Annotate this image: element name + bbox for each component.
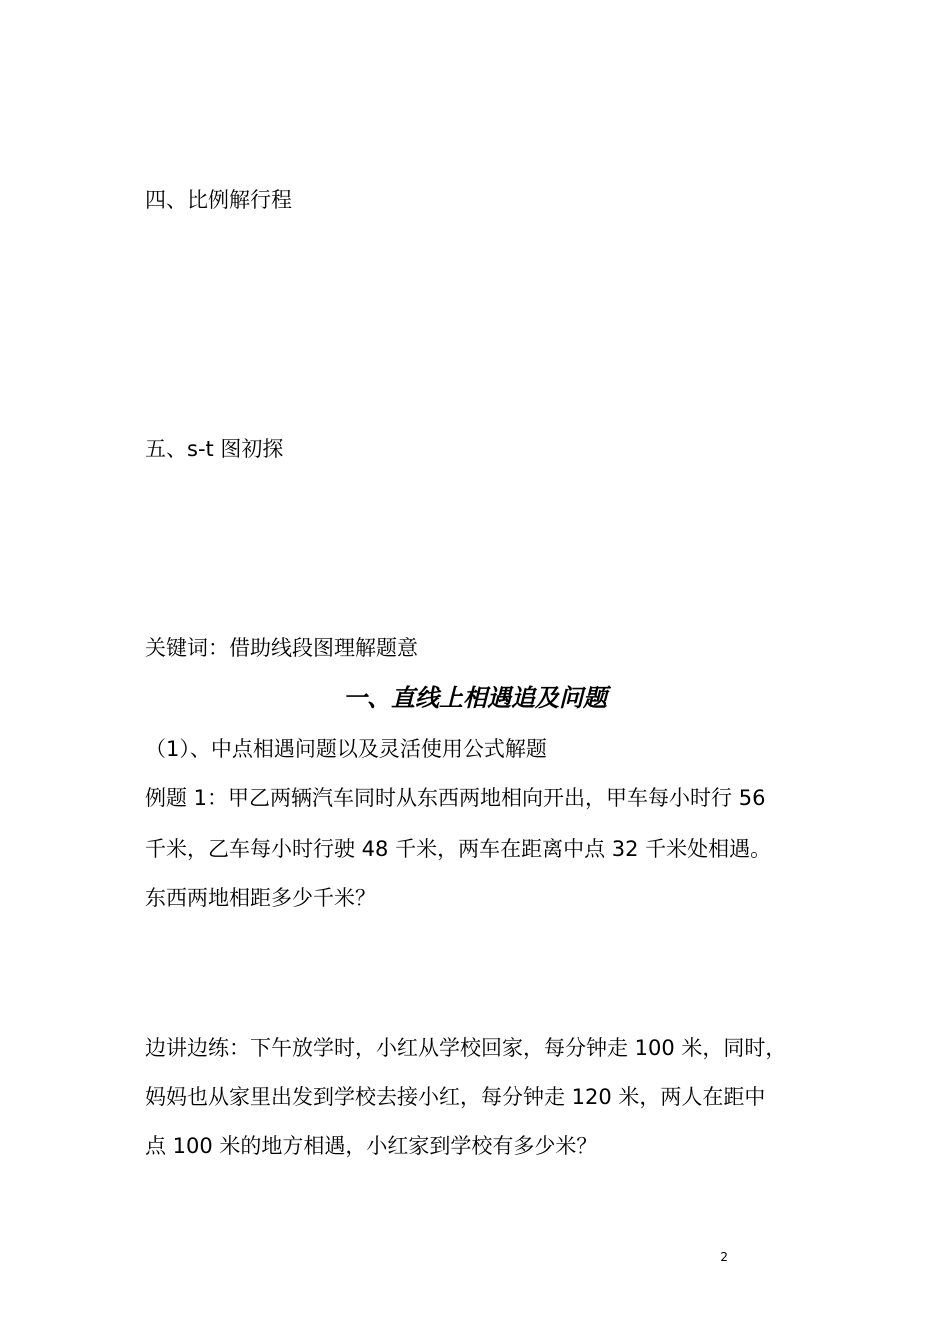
example-one-line: 千米，乙车每小时行驶 48 千米，两车在距离中点 32 千米处相遇。 <box>145 837 772 861</box>
subsection-heading-one: （1）、中点相遇问题以及灵活使用公式解题 <box>145 737 547 761</box>
example-one-line: 东西两地相距多少千米？ <box>145 886 376 910</box>
practice-line: 边讲边练：下午放学时，小红从学校回家，每分钟走 100 米，同时， <box>145 1036 787 1060</box>
practice-line: 妈妈也从家里出发到学校去接小红，每分钟走 120 米，两人在距中 <box>145 1085 766 1109</box>
keywords-line: 关键词：借助线段图理解题意 <box>145 636 418 660</box>
main-title: 一、直线上相遇追及问题 <box>343 684 607 712</box>
example-one-line: 例题 1：甲乙两辆汽车同时从东西两地相向开出，甲车每小时行 56 <box>145 786 766 810</box>
practice-line: 点 100 米的地方相遇，小红家到学校有多少米？ <box>145 1134 598 1158</box>
section-heading-five: 五、s-t 图初探 <box>145 437 284 461</box>
section-heading-four: 四、比例解行程 <box>145 188 292 212</box>
page-number: 2 <box>720 1250 728 1264</box>
